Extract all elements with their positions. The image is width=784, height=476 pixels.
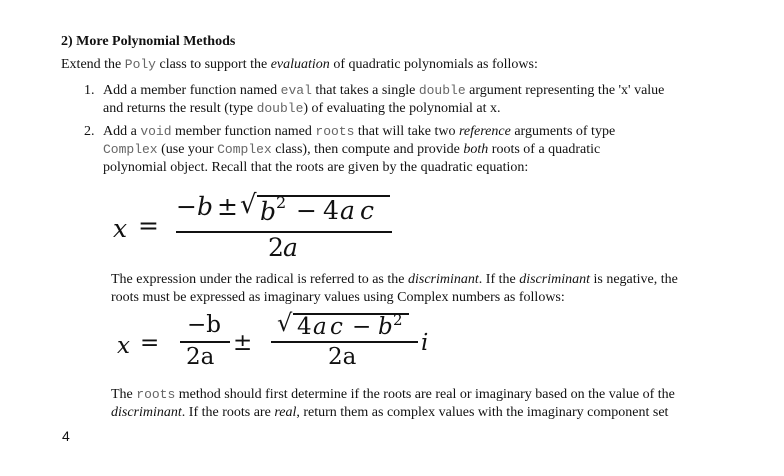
- list-item-2: 2. Add a void member function named roots that will take two reference arguments of type Complex (use your Complex class), then compute and provide both roots of a quadratic polynomial object. Recall that the roots are given by the quadratic equation:: [84, 124, 616, 175]
- intro-paragraph: [61, 57, 538, 73]
- code-double: double: [418, 83, 466, 98]
- page-number: 4: [62, 428, 70, 444]
- fraction-bar: [180, 341, 230, 343]
- document-page: 2) More Polynomial Methods Extend the Poly class to support the evaluation of quadratic polynomials as follows: 1. Add a member function named eval that takes a single double argument representing the 'x' value and returns the result (type double) of evaluating the polynomial at x. 2. Add a void member function named roots that will take two reference arguments of type Complex (use your Complex class), then compute and provide both roots of a quadratic polynomial object. Recall that the roots are given by the quadratic equation: x = − b ± √ b 2 − 4 a c 2 a The expression under the radical is referred to as the discriminant. If the discriminant is negative, the roots must be expressed as imaginary values using Complex numbers as follows: x = −b 2a ± √ 4 a c − b 2 2a i The roots method should first determine if the roots are real or imaginary based on the value of the discriminant. If the roots are real, return them as complex values with the imaginary component set 4: [0, 0, 784, 476]
- discriminant-paragraph: The expression under the radical is referred to as the discriminant. If the discriminant is negative, the roots must be expressed as imaginary values using Complex numbers as follows:: [111, 272, 678, 305]
- list-number: 2.: [84, 124, 95, 139]
- code-complex: Complex: [217, 142, 272, 157]
- code-roots: roots: [315, 124, 355, 139]
- code-eval: eval: [280, 83, 312, 98]
- code-void: void: [140, 124, 172, 139]
- roots-method-paragraph: The roots method should first determine if the roots are real or imaginary based on the value of the discriminant. If the roots are real, return them as complex values with the imaginary component set: [111, 387, 675, 420]
- code-poly: Poly: [124, 57, 156, 72]
- code-roots: roots: [136, 387, 176, 402]
- fraction-bar: [271, 341, 418, 343]
- list-item-1: 1. Add a member function named eval that takes a single double argument representing the 'x' value and returns the result (type double) of evaluating the polynomial at x.: [84, 83, 665, 116]
- code-complex: Complex: [103, 142, 158, 157]
- intro-text: class to support the: [155, 57, 271, 72]
- intro-text: of quadratic polynomials as follows:: [329, 57, 538, 72]
- intro-text: Extend the: [61, 57, 125, 72]
- section-heading: 2) More Polynomial Methods: [61, 34, 236, 49]
- code-double: double: [256, 101, 304, 116]
- list-number: 1.: [84, 83, 95, 98]
- intro-emphasis: evaluation: [270, 57, 330, 72]
